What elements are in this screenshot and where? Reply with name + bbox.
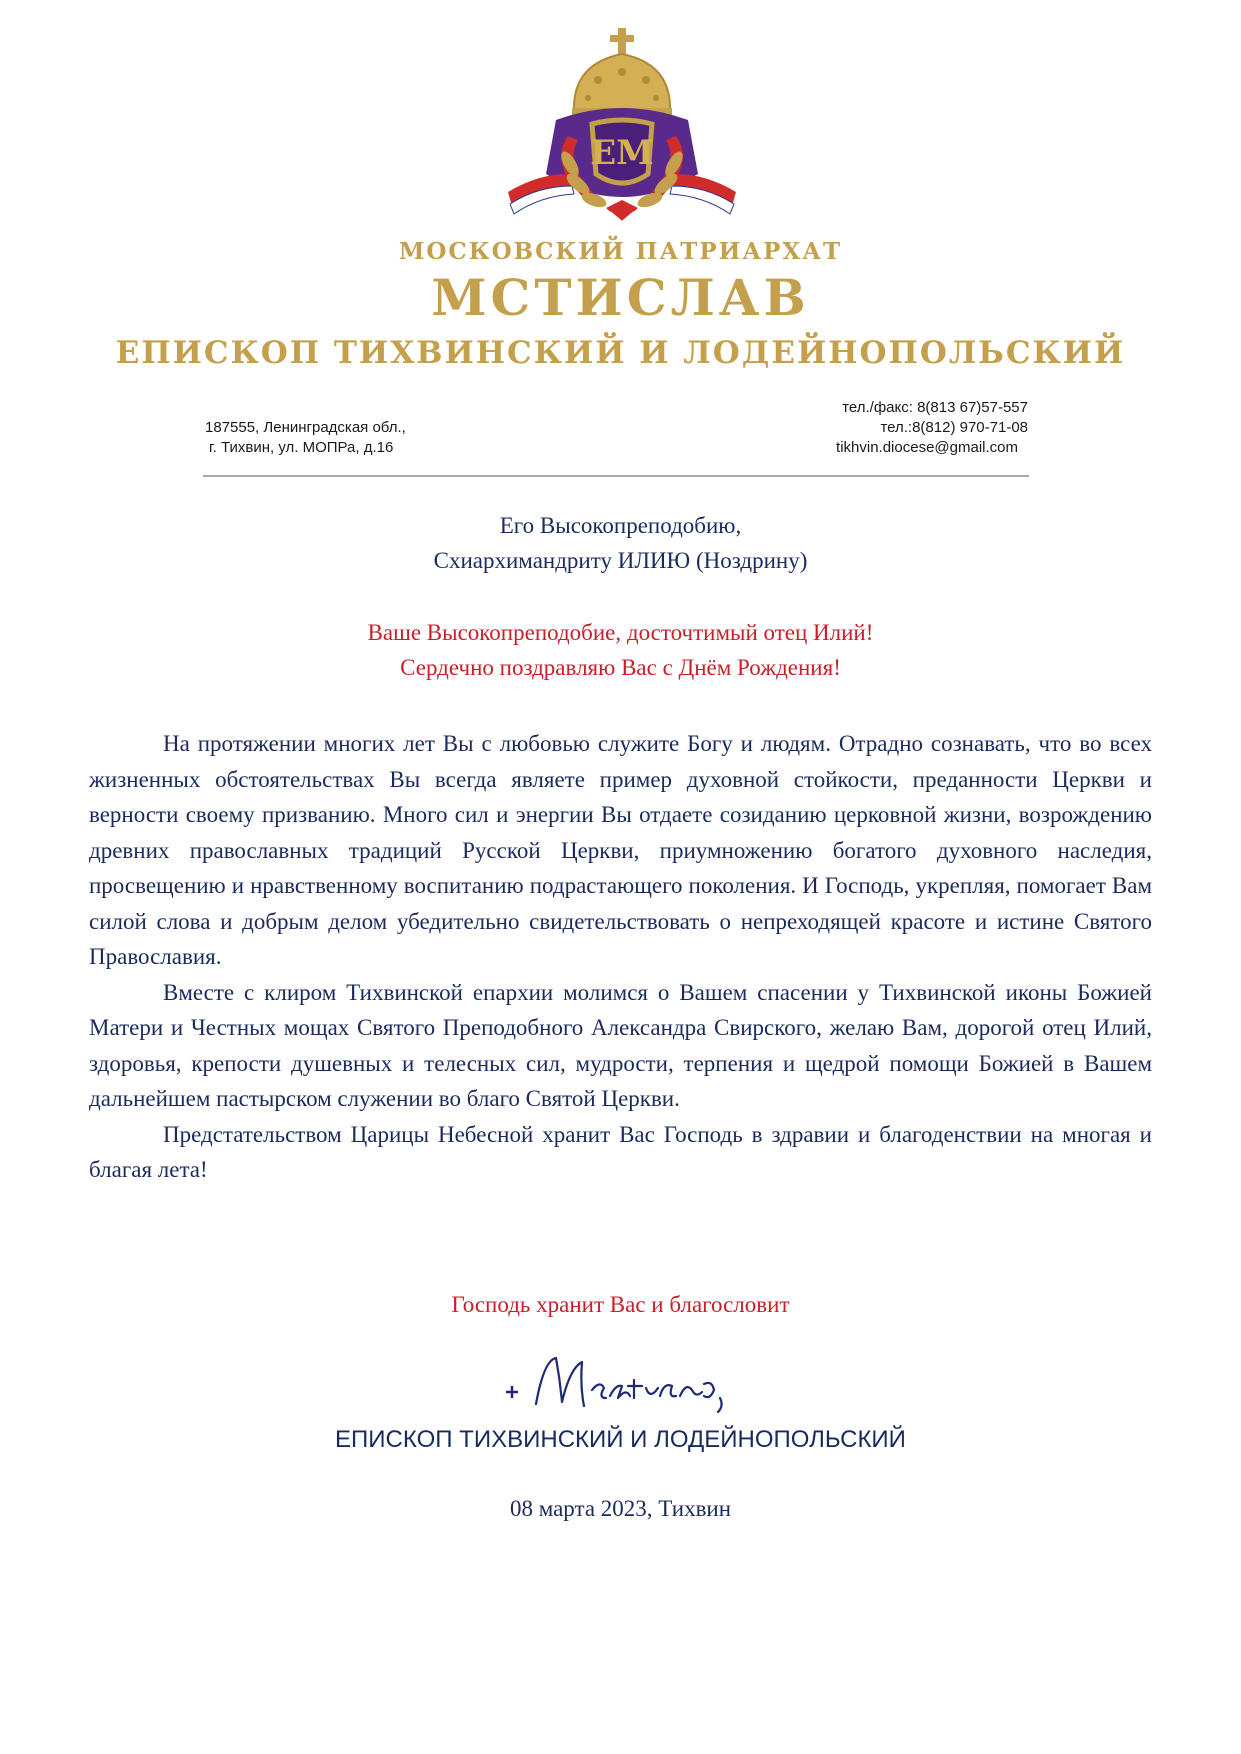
postal-address	[205, 418, 406, 458]
body-paragraph: На протяжении многих лет Вы с любовью служите Богу и людям. Отрадно сознавать, что во всех жизненных обстоятельствах Вы всегда являете пример духовной стойкости, преданности Церкви и верности своему призванию. Много сил и энергии Вы отдаете созиданию церковной жизни, возрождению древних православных традиций Русской Церкви, приумножению богатого духовного наследия, просвещению и нравственному воспитанию подрастающего поколения. И Господь, укрепляя, помогает Вам силой слова и добрым делом убедительно свидетельствовать о непреходящей красоте и истине Святого Православия.	[89, 731, 1152, 969]
email-address: tikhvin.diocese@gmail.com	[836, 439, 1018, 456]
date-place: 08 марта 2023, Тихвин	[509, 1496, 732, 1521]
mitre-icon	[574, 54, 670, 112]
letter-body	[89, 726, 1152, 1188]
phone-fax: тел./факс: 8(813 67)57-557	[842, 399, 1028, 416]
header-divider	[203, 475, 1029, 477]
handwritten-signature	[500, 1340, 740, 1420]
bishop-title-heading: ЕПИСКОП ТИХВИНСКИЙ И ЛОДЕЙНОПОЛЬСКИЙ	[115, 335, 1126, 371]
addressee-line-2: Схиархимандриту ИЛИЮ (Ноздрину)	[433, 548, 808, 573]
signatory-title: ЕПИСКОП ТИХВИНСКИЙ И ЛОДЕЙНОПОЛЬСКИЙ	[335, 1426, 906, 1453]
greeting-line-1: Ваше Высокопреподобие, досточтимый отец Илий!	[367, 620, 874, 645]
monogram-text: ЕМ	[590, 133, 654, 173]
phone: тел.:8(812) 970-71-08	[880, 419, 1028, 436]
greeting-line-2: Сердечно поздравляю Вас с Днём Рождения!	[400, 655, 841, 680]
addressee-line-1: Его Высокопреподобию,	[499, 513, 742, 538]
diocese-emblem	[498, 24, 746, 234]
address-line-1: 187555, Ленинградская обл.,	[205, 419, 406, 436]
body-paragraph: Предстательством Царицы Небесной хранит Вас Господь в здравии и благоденствии на многая и благая лета!	[89, 1121, 1152, 1182]
closing-blessing: Господь хранит Вас и благословит	[451, 1292, 790, 1317]
body-paragraph: Вместе с клиром Тихвинской епархии молимся о Вашем спасении у Тихвинской иконы Божией Матери и Честных мощах Святого Преподобного Александра Свирского, желаю Вам, дорогой отец Илий, здоровья, крепости душевных и телесных сил, мудрости, терпения и щедрой помощи Божией в Вашем дальнейшем пастырском служении во благо Святой Церкви.	[89, 979, 1152, 1111]
patriarchate-heading: МОСКОВСКИЙ ПАТРИАРХАТ	[398, 238, 843, 265]
address-line-2: г. Тихвин, ул. МОПРа, д.16	[209, 439, 394, 456]
cross-icon	[610, 28, 634, 54]
bishop-name-heading: МСТИСЛАВ	[431, 268, 810, 327]
contact-info	[836, 398, 1028, 458]
